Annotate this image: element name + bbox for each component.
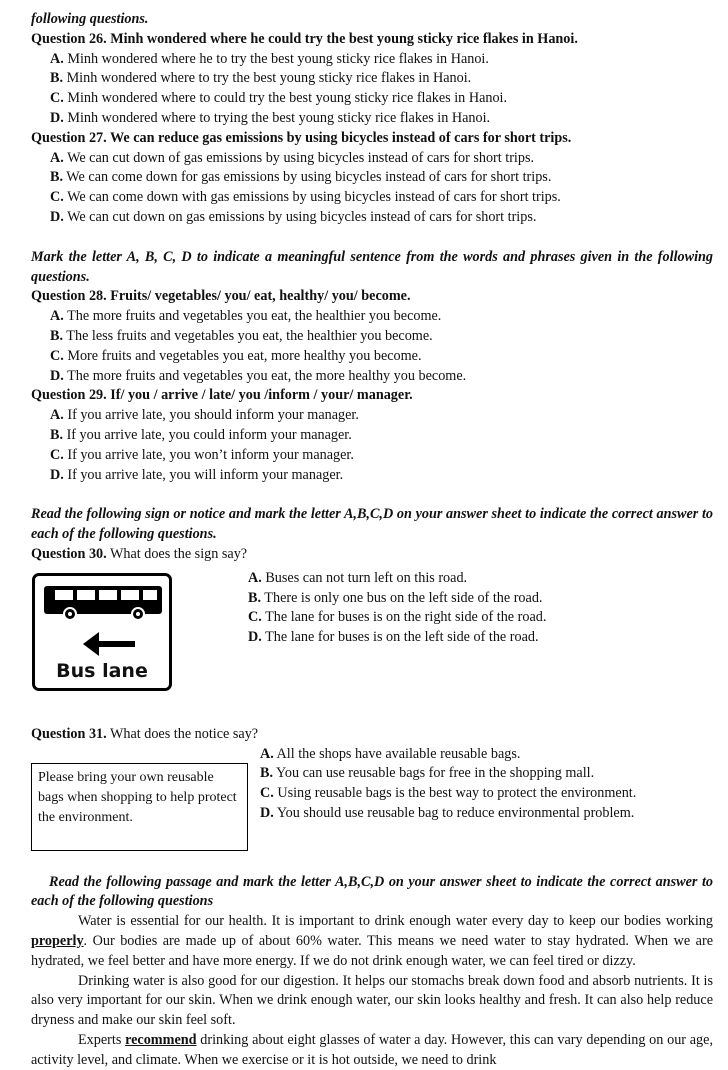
q28-option-b[interactable] xyxy=(50,327,713,347)
question-26-stem: Question 26. Minh wondered where he could try the best young sticky rice flakes in Hanoi. xyxy=(31,30,578,47)
option-letter: B. xyxy=(50,426,64,443)
q26-option-b[interactable] xyxy=(50,69,713,89)
question-label: Question 30. xyxy=(31,545,107,562)
question-27-stem: Question 27. We can reduce gas emissions by using bicycles instead of cars for short trips. xyxy=(31,129,572,146)
passage-text: Water is essential for our health. It is important to drink enough water every day to keep our bodies working xyxy=(78,913,713,930)
passage-paragraph-1 xyxy=(31,912,713,971)
q30-option-b[interactable] xyxy=(248,589,546,609)
exam-page xyxy=(31,10,713,1070)
notice-box: Please bring your own reusable bags when shopping to help protect the environment. xyxy=(31,763,248,851)
question-text: What does the notice say? xyxy=(106,725,259,742)
option-text: Minh wondered where to try the best young sticky rice flakes in Hanoi. xyxy=(63,70,472,87)
q26-option-a[interactable] xyxy=(50,50,713,70)
option-text: Minh wondered where to could try the best young sticky rice flakes in Hanoi. xyxy=(63,90,508,107)
question-31-stem xyxy=(31,725,713,745)
option-text: Minh wondered where he to try the best young sticky rice flakes in Hanoi. xyxy=(63,50,489,67)
option-text: Using reusable bags is the best way to protect the environment. xyxy=(273,785,637,802)
option-text: More fruits and vegetables you eat, more healthy you become. xyxy=(63,347,422,364)
q27-option-b[interactable] xyxy=(50,168,713,188)
option-letter: B. xyxy=(260,765,274,782)
option-letter: D. xyxy=(50,466,64,483)
q31-option-c[interactable] xyxy=(260,784,636,804)
option-letter: D. xyxy=(50,208,64,225)
option-text: Buses can not turn left on this road. xyxy=(261,569,468,586)
question-text: What does the sign say? xyxy=(106,545,248,562)
q30-option-c[interactable] xyxy=(248,608,546,628)
option-letter: C. xyxy=(50,189,64,206)
q28-option-d[interactable] xyxy=(50,367,713,387)
highlighted-word: properly xyxy=(31,932,84,949)
option-letter: C. xyxy=(260,785,274,802)
question-28-stem: Question 28. Fruits/ vegetables/ you/ eat, healthy/ you/ become. xyxy=(31,288,411,305)
left-arrow-icon xyxy=(83,632,135,656)
option-letter: D. xyxy=(248,629,262,646)
passage-text: Experts xyxy=(78,1031,126,1048)
question-29-stem: Question 29. If/ you / arrive / late/ you /inform / your/ manager. xyxy=(31,387,413,404)
option-text: All the shops have available reusable bags. xyxy=(273,745,521,762)
option-letter: D. xyxy=(50,109,64,126)
q30-option-a[interactable] xyxy=(248,569,546,589)
option-text: The lane for buses is on the left side of the road. xyxy=(261,629,539,646)
q28-option-a[interactable] xyxy=(50,307,713,327)
q31-option-b[interactable] xyxy=(260,764,636,784)
option-text: We can come down with gas emissions by using bicycles instead of cars for short trips. xyxy=(63,189,561,206)
q29-option-d[interactable] xyxy=(50,466,713,486)
option-letter: B. xyxy=(50,327,64,344)
option-text: We can cut down on gas emissions by using bicycles instead of cars for short trips. xyxy=(63,208,537,225)
option-text: If you arrive late, you could inform your manager. xyxy=(63,426,352,443)
section-4-instruction: Read the following passage and mark the letter A,B,C,D on your answer sheet to indicate the correct answer to each of the following questions xyxy=(31,873,713,910)
passage-text: drinking about eight glasses of water a day. However, this can vary depending on our age, activity level, and climate. When we exercise or it is hot outside, we need to drink xyxy=(31,1031,713,1068)
option-text: We can come down for gas emissions by using bicycles instead of cars for short trips. xyxy=(63,169,552,186)
option-letter: B. xyxy=(248,589,262,606)
option-letter: C. xyxy=(50,90,64,107)
option-letter: A. xyxy=(248,569,262,586)
option-letter: B. xyxy=(50,70,64,87)
section-2-instruction: Mark the letter A, B, C, D to indicate a meaningful sentence from the words and phrases given in the following questions. xyxy=(31,248,713,285)
option-letter: C. xyxy=(50,446,64,463)
question-30-stem xyxy=(31,545,713,565)
q31-options xyxy=(260,745,636,824)
question-30-body xyxy=(31,565,713,701)
option-text: You can use reusable bags for free in the shopping mall. xyxy=(273,765,595,782)
highlighted-word: recommend xyxy=(125,1031,197,1048)
q31-option-d[interactable] xyxy=(260,804,636,824)
option-text: If you arrive late, you will inform your manager. xyxy=(63,466,344,483)
option-letter: D. xyxy=(260,804,274,821)
q29-option-c[interactable] xyxy=(50,446,713,466)
option-text: The more fruits and vegetables you eat, the more healthy you become. xyxy=(63,367,467,384)
option-letter: A. xyxy=(260,745,274,762)
option-text: The more fruits and vegetables you eat, the healthier you become. xyxy=(63,308,442,325)
sign-label: Bus lane xyxy=(56,659,148,682)
option-letter: A. xyxy=(50,149,64,166)
option-letter: C. xyxy=(248,609,262,626)
q30-options xyxy=(248,569,546,648)
option-letter: A. xyxy=(50,50,64,67)
question-31-body xyxy=(31,745,713,845)
option-letter: B. xyxy=(50,169,64,186)
option-text: There is only one bus on the left side of the road. xyxy=(261,589,543,606)
option-letter: C. xyxy=(50,347,64,364)
passage-paragraph-3 xyxy=(31,1031,713,1070)
q31-option-a[interactable] xyxy=(260,745,636,765)
passage-paragraph-2: Drinking water is also good for our digestion. It helps our stomachs break down food and absorb nutrients. It is also very important for our skin. When we drink enough water, our skin looks healthy and fresh. It can also help reduce dryness and make our skin feel soft. xyxy=(31,972,713,1029)
q26-option-c[interactable] xyxy=(50,89,713,109)
option-letter: D. xyxy=(50,367,64,384)
instruction-tail: following questions. xyxy=(31,11,149,27)
q29-option-b[interactable] xyxy=(50,426,713,446)
option-text: The less fruits and vegetables you eat, the healthier you become. xyxy=(63,327,433,344)
option-text: Minh wondered where to trying the best young sticky rice flakes in Hanoi. xyxy=(63,109,491,126)
option-text: If you arrive late, you won’t inform your manager. xyxy=(63,446,354,463)
option-text: The lane for buses is on the right side of the road. xyxy=(261,609,547,626)
q27-option-c[interactable] xyxy=(50,188,713,208)
option-letter: A. xyxy=(50,308,64,325)
q26-option-d[interactable] xyxy=(50,109,713,129)
bus-lane-sign xyxy=(32,573,172,691)
section-3-instruction: Read the following sign or notice and mark the letter A,B,C,D on your answer sheet to indicate the correct answer to each of the following questions. xyxy=(31,506,713,543)
q28-option-c[interactable] xyxy=(50,347,713,367)
q29-option-a[interactable] xyxy=(50,406,713,426)
question-label: Question 31. xyxy=(31,725,107,742)
option-letter: A. xyxy=(50,407,64,424)
q30-option-d[interactable] xyxy=(248,628,546,648)
passage-text: . Our bodies are made up of about 60% water. This means we need water to stay hydrated. When we are hydrated, we feel better and have more energy. If we do not drink enough water, we can feel tired or dizzy. xyxy=(31,932,713,969)
q27-option-a[interactable] xyxy=(50,149,713,169)
option-text: You should use reusable bag to reduce environmental problem. xyxy=(273,804,635,821)
option-text: We can cut down of gas emissions by using bicycles instead of cars for short trips. xyxy=(63,149,535,166)
option-text: If you arrive late, you should inform your manager. xyxy=(63,407,359,424)
bus-icon xyxy=(41,582,163,658)
q27-option-d[interactable] xyxy=(50,208,713,228)
